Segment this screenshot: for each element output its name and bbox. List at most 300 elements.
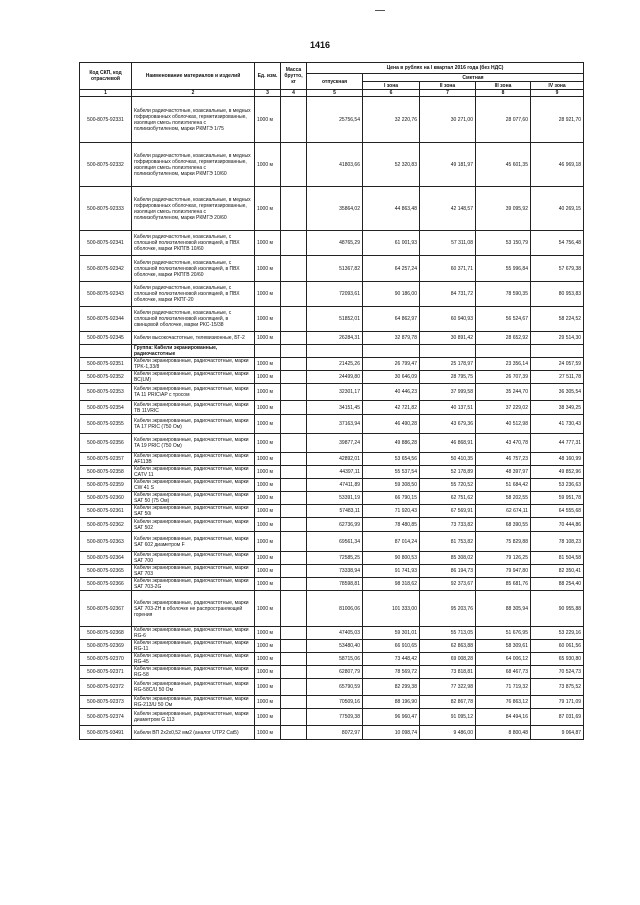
row-release-price: 24499,80 [307,371,363,384]
row-release-price: 39877,24 [307,434,363,453]
row-release-price: 70509,16 [307,696,363,709]
table-row [80,726,584,740]
row-mass [281,143,307,187]
row-mass [281,453,307,466]
row-code: 500-8075-92352 [80,371,132,384]
row-zone-3-price: 68 467,73 [476,666,531,679]
row-release-price: 57483,11 [307,505,363,518]
row-mass [281,97,307,143]
row-name: Кабели экранированные, радиочастотные, марки ВС(LM) [132,371,255,384]
col-number: 4 [281,90,307,97]
row-mass [281,591,307,627]
table-row [80,591,584,627]
table-row [80,532,584,552]
row-zone-3-price: 55 996,84 [476,256,531,282]
row-zone-2-price: 62 751,62 [420,492,476,505]
table-row [80,231,584,256]
row-zone-2-price: 50 410,35 [420,453,476,466]
row-zone-4-price: 81 504,58 [531,552,584,565]
row-zone-1-price: 88 196,90 [363,696,420,709]
row-unit: 1000 м [255,726,281,740]
row-zone-4-price: 65 930,80 [531,653,584,666]
row-unit: 1000 м [255,679,281,696]
row-release-price: 51852,01 [307,307,363,332]
row-zone-2-price: 55 720,52 [420,479,476,492]
row-release-price: 25756,54 [307,97,363,143]
row-code: 500-8075-92332 [80,143,132,187]
row-zone-2-price: 28 795,75 [420,371,476,384]
row-zone-4-price: 38 349,25 [531,401,584,415]
table-row [80,384,584,401]
row-zone-1-price: 49 886,28 [363,434,420,453]
row-mass [281,345,307,358]
row-release-price: 78598,81 [307,578,363,591]
row-name: Группа: Кабели экранированные, радиочастотные [132,345,255,358]
row-zone-1-price: 52 320,83 [363,143,420,187]
row-code: 500-8075-92342 [80,256,132,282]
row-unit: 1000 м [255,479,281,492]
row-zone-2-price: 25 178,97 [420,358,476,371]
row-unit: 1000 м [255,565,281,578]
table-row [80,709,584,726]
row-zone-4-price: 49 852,96 [531,466,584,479]
row-mass [281,532,307,552]
row-unit: 1000 м [255,505,281,518]
header-zone-3: III зона [476,82,531,90]
row-zone-2-price: 42 148,57 [420,187,476,231]
table-row [80,578,584,591]
row-release-price: 62736,99 [307,518,363,532]
row-zone-2-price: 62 863,88 [420,640,476,653]
row-name: Кабели радиочастотные, коаксиальные, с сплошной полиэтиленовой изоляцией, в ПВХ оболочке, марки РКПГВ 20/60 [132,256,255,282]
row-code: 500-8075-92368 [80,627,132,640]
table-row [80,282,584,307]
col-number: 2 [132,90,255,97]
row-code: 500-8075-93491 [80,726,132,740]
row-zone-1-price: 66 910,65 [363,640,420,653]
row-zone-1-price: 46 490,28 [363,415,420,434]
row-zone-4-price: 70 444,86 [531,518,584,532]
header-zone-1: I зона [363,82,420,90]
row-zone-2-price: 81 753,82 [420,532,476,552]
row-unit: 1000 м [255,256,281,282]
row-name: Кабели радиочастотные, коаксиальные, с сплошной полиэтиленовой изоляцией, в свинцовой оболочке, марки РКС-15/38 [132,307,255,332]
row-mass [281,653,307,666]
row-zone-3-price: 51 684,42 [476,479,531,492]
row-zone-4-price: 79 171,09 [531,696,584,709]
row-zone-1-price: 78 480,85 [363,518,420,532]
row-zone-4-price: 29 514,30 [531,332,584,345]
row-zone-2-price: 40 137,51 [420,401,476,415]
row-mass [281,332,307,345]
row-unit: 1000 м [255,578,281,591]
row-name: Кабели высокочастотные, телевизионные, БТ-2 [132,332,255,345]
row-name: Кабели экранированные, радиочастотные, марки RG-213/U 50 Ом [132,696,255,709]
row-code: 500-8075-92367 [80,591,132,627]
row-zone-4-price: 41 730,43 [531,415,584,434]
table-row [80,187,584,231]
table-row [80,653,584,666]
row-release-price: 8072,97 [307,726,363,740]
row-zone-3-price: 88 305,94 [476,591,531,627]
row-zone-3-price: 51 676,95 [476,627,531,640]
row-release-price: 53391,19 [307,492,363,505]
row-zone-2-price: 9 486,00 [420,726,476,740]
table-row [80,696,584,709]
row-zone-1-price: 90 800,53 [363,552,420,565]
row-zone-2-price: 49 181,97 [420,143,476,187]
row-code: 500-8075-92351 [80,358,132,371]
row-zone-3-price: 64 006,12 [476,653,531,666]
row-unit: 1000 м [255,518,281,532]
row-mass [281,679,307,696]
row-zone-1-price: 53 654,56 [363,453,420,466]
row-release-price: 72093,61 [307,282,363,307]
row-zone-4-price [531,345,584,358]
table-row [80,565,584,578]
row-zone-4-price: 27 511,78 [531,371,584,384]
row-zone-1-price: 66 790,15 [363,492,420,505]
row-name: Кабели экранированные, радиочастотные, марки CATV 11 [132,466,255,479]
row-release-price: 48765,29 [307,231,363,256]
row-unit: 1000 м [255,627,281,640]
row-unit: 1000 м [255,358,281,371]
row-mass [281,726,307,740]
row-code: 500-8075-92341 [80,231,132,256]
row-code: 500-8075-92360 [80,492,132,505]
table-row [80,492,584,505]
row-zone-4-price: 78 108,23 [531,532,584,552]
row-zone-1-price: 32 220,76 [363,97,420,143]
row-release-price: 41803,66 [307,143,363,187]
row-code: 500-8075-92372 [80,679,132,696]
header-zone-2: II зона [420,82,476,90]
column-numbers-row [80,90,584,97]
row-zone-2-price: 52 178,89 [420,466,476,479]
row-zone-1-price: 82 299,38 [363,679,420,696]
row-zone-1-price: 71 920,43 [363,505,420,518]
row-name: Кабели экранированные, радиочастотные, марки SAT 602 диаметром F [132,532,255,552]
row-name: Кабели экранированные, радиочастотные, марки диаметром G 113 [132,709,255,726]
row-mass [281,479,307,492]
row-release-price: 37163,94 [307,415,363,434]
row-zone-4-price: 46 969,18 [531,143,584,187]
table-row [80,505,584,518]
row-zone-3-price: 43 470,78 [476,434,531,453]
row-mass [281,505,307,518]
row-zone-1-price: 40 446,23 [363,384,420,401]
row-release-price: 47405,03 [307,627,363,640]
row-code: 500-8075-92355 [80,415,132,434]
row-name: Кабели экранированные, радиочастотные, марки TB 11VRIC [132,401,255,415]
row-zone-3-price: 28 077,60 [476,97,531,143]
row-zone-4-price: 70 524,73 [531,666,584,679]
row-release-price: 26284,31 [307,332,363,345]
row-zone-4-price: 59 951,78 [531,492,584,505]
row-unit: 1000 м [255,307,281,332]
table-row [80,679,584,696]
row-zone-4-price: 58 224,52 [531,307,584,332]
row-zone-3-price: 71 719,32 [476,679,531,696]
row-unit: 1000 м [255,640,281,653]
row-zone-3-price: 48 397,97 [476,466,531,479]
row-zone-2-price: 73 818,81 [420,666,476,679]
row-code: 500-8075-92371 [80,666,132,679]
row-zone-2-price: 84 731,72 [420,282,476,307]
row-name: Кабели экранированные, радиочастотные, марки RG-58C/U 50 Ом [132,679,255,696]
row-zone-4-price: 40 269,15 [531,187,584,231]
row-zone-3-price: 75 829,88 [476,532,531,552]
row-zone-3-price: 58 309,61 [476,640,531,653]
row-zone-3-price: 45 601,35 [476,143,531,187]
row-unit: 1000 м [255,709,281,726]
row-zone-1-price: 90 186,00 [363,282,420,307]
row-unit: 1000 м [255,401,281,415]
row-zone-3-price: 39 095,92 [476,187,531,231]
row-name: Кабели экранированные, радиочастотные, марки TA 17 PRIC (750 Ом) [132,415,255,434]
table-row [80,552,584,565]
row-release-price: 35864,02 [307,187,363,231]
row-release-price: 81006,06 [307,591,363,627]
row-release-price: 47411,89 [307,479,363,492]
row-zone-3-price: 62 674,11 [476,505,531,518]
row-name: Кабели экранированные, радиочастотные, марки CW 41 S [132,479,255,492]
table-row [80,358,584,371]
row-zone-4-price: 54 756,48 [531,231,584,256]
row-release-price: 77509,38 [307,709,363,726]
table-row [80,518,584,532]
row-unit: 1000 м [255,666,281,679]
header-estimate: Сметная [363,74,584,82]
row-zone-2-price: 37 999,58 [420,384,476,401]
row-mass [281,187,307,231]
row-zone-1-price: 73 448,42 [363,653,420,666]
row-zone-2-price: 77 322,98 [420,679,476,696]
row-release-price: 72585,25 [307,552,363,565]
row-mass [281,358,307,371]
table-row [80,453,584,466]
row-code: 500-8075-92331 [80,97,132,143]
row-zone-3-price: 56 524,67 [476,307,531,332]
row-zone-4-price: 36 305,54 [531,384,584,401]
row-mass [281,307,307,332]
col-number: 9 [531,90,584,97]
row-zone-2-price: 30 271,00 [420,97,476,143]
row-zone-1-price: 91 741,93 [363,565,420,578]
row-zone-2-price: 86 194,73 [420,565,476,578]
table-row [80,627,584,640]
row-zone-2-price: 30 891,42 [420,332,476,345]
row-mass [281,434,307,453]
header-zone-4: IV зона [531,82,584,90]
row-unit: 1000 м [255,97,281,143]
row-name: Кабели экранированные, радиочастотные, марки TA 11 PRIC\AP с тросом [132,384,255,401]
row-mass [281,256,307,282]
row-zone-2-price: 55 713,05 [420,627,476,640]
row-zone-3-price: 26 707,39 [476,371,531,384]
row-zone-3-price: 37 229,02 [476,401,531,415]
row-unit: 1000 м [255,143,281,187]
row-unit [255,345,281,358]
table-row [80,640,584,653]
row-release-price [307,345,363,358]
row-code: 500-8075-92353 [80,384,132,401]
row-zone-2-price: 95 203,76 [420,591,476,627]
row-unit: 1000 м [255,415,281,434]
row-code: 500-8075-92363 [80,532,132,552]
row-zone-2-price: 57 311,08 [420,231,476,256]
row-code: 500-8075-92343 [80,282,132,307]
row-unit: 1000 м [255,282,281,307]
row-zone-3-price: 28 652,92 [476,332,531,345]
row-release-price: 44397,11 [307,466,363,479]
scan-mark [375,10,385,11]
row-mass [281,415,307,434]
row-zone-4-price: 24 057,59 [531,358,584,371]
row-mass [281,552,307,565]
row-unit: 1000 м [255,552,281,565]
row-zone-4-price: 44 777,31 [531,434,584,453]
page-number: 1416 [309,40,331,50]
row-code: 500-8075-92356 [80,434,132,453]
col-number: 5 [307,90,363,97]
row-zone-2-price: 46 868,91 [420,434,476,453]
row-zone-4-price: 90 955,88 [531,591,584,627]
header-name: Наименование материалов и изделий [132,63,255,90]
row-mass [281,384,307,401]
row-release-price: 58715,06 [307,653,363,666]
row-zone-4-price: 80 953,83 [531,282,584,307]
row-mass [281,231,307,256]
row-name: Кабели экранированные, радиочастотные, марки AF113B [132,453,255,466]
row-zone-1-price: 10 098,74 [363,726,420,740]
row-name: Кабели радиочастотные, коаксиальные, в медных гофрированных оболочках, герметизированные, изоляция смесь полиэтилена с полиизобутиленом, марки РКМГЭ 20/60 [132,187,255,231]
row-zone-3-price: 84 494,16 [476,709,531,726]
row-mass [281,709,307,726]
row-zone-2-price: 60 940,93 [420,307,476,332]
row-name: Кабели экранированные, радиочастотные, марки SAT 50i [132,505,255,518]
row-mass [281,627,307,640]
price-table [79,62,584,740]
row-zone-4-price: 9 064,87 [531,726,584,740]
row-zone-2-price: 85 308,02 [420,552,476,565]
row-release-price: 73338,94 [307,565,363,578]
row-code: 500-8075-92344 [80,307,132,332]
col-number: 3 [255,90,281,97]
row-release-price: 69561,34 [307,532,363,552]
row-zone-4-price: 48 160,99 [531,453,584,466]
row-unit: 1000 м [255,332,281,345]
row-zone-1-price: 32 879,78 [363,332,420,345]
row-release-price: 21425,26 [307,358,363,371]
row-code: 500-8075-92358 [80,466,132,479]
row-zone-3-price: 68 390,55 [476,518,531,532]
col-number: 1 [80,90,132,97]
row-unit: 1000 м [255,591,281,627]
row-zone-3-price [476,345,531,358]
row-mass [281,666,307,679]
row-zone-1-price [363,345,420,358]
row-name: Кабели радиочастотные, коаксиальные, в медных гофрированных оболочках, герметизированные, изоляция смесь полиэтилена с полиизобутиленом, марки РКМГЭ 10/60 [132,143,255,187]
row-zone-1-price: 59 308,50 [363,479,420,492]
row-mass [281,282,307,307]
col-number: 7 [420,90,476,97]
row-zone-3-price: 76 863,12 [476,696,531,709]
row-zone-1-price: 26 799,47 [363,358,420,371]
row-name: Кабели экранированные, радиочастотные, марки SAT 703-ZH в оболочке не распространяющей горения [132,591,255,627]
row-zone-4-price: 57 679,38 [531,256,584,282]
row-release-price: 34151,45 [307,401,363,415]
group-row [80,345,584,358]
row-code: 500-8075-92359 [80,479,132,492]
row-zone-1-price: 98 318,62 [363,578,420,591]
row-unit: 1000 м [255,653,281,666]
row-zone-1-price: 44 863,48 [363,187,420,231]
row-name: Кабели ВП 2х2х0,52 мм2 (аналог UTP2 Cat5) [132,726,255,740]
table-row [80,666,584,679]
row-zone-3-price: 79 947,80 [476,565,531,578]
row-name: Кабели экранированные, радиочастотные, марки RG-6 [132,627,255,640]
row-name: Кабели экранированные, радиочастотные, марки SAT 703 [132,565,255,578]
row-zone-4-price: 53 236,63 [531,479,584,492]
row-zone-4-price: 87 031,69 [531,709,584,726]
row-zone-1-price: 59 301,01 [363,627,420,640]
row-zone-2-price: 92 373,67 [420,578,476,591]
row-name: Кабели экранированные, радиочастотные, марки TA 19 PRIC (750 Ом) [132,434,255,453]
row-zone-3-price: 53 150,79 [476,231,531,256]
row-release-price: 32301,17 [307,384,363,401]
row-release-price: 51367,82 [307,256,363,282]
row-zone-3-price: 35 244,70 [476,384,531,401]
row-zone-3-price: 58 202,55 [476,492,531,505]
row-zone-4-price: 82 350,41 [531,565,584,578]
row-zone-3-price: 8 800,48 [476,726,531,740]
row-name: Кабели экранированные, радиочастотные, марки SAT 700 [132,552,255,565]
row-code: 500-8075-92362 [80,518,132,532]
row-mass [281,696,307,709]
row-unit: 1000 м [255,532,281,552]
row-zone-4-price: 28 921,70 [531,97,584,143]
row-zone-3-price: 85 681,76 [476,578,531,591]
row-zone-2-price [420,345,476,358]
table-row [80,401,584,415]
row-zone-1-price: 55 537,54 [363,466,420,479]
row-zone-1-price: 64 862,97 [363,307,420,332]
row-zone-1-price: 101 333,00 [363,591,420,627]
row-mass [281,578,307,591]
row-code: 500-8075-92354 [80,401,132,415]
row-name: Кабели экранированные, радиочастотные, марки RG-45 [132,653,255,666]
table-row [80,371,584,384]
table-row [80,256,584,282]
row-zone-2-price: 67 569,91 [420,505,476,518]
row-unit: 1000 м [255,231,281,256]
row-name: Кабели экранированные, радиочастотные, марки SAT 50 (75 Ом) [132,492,255,505]
row-zone-3-price: 78 590,35 [476,282,531,307]
table-row [80,479,584,492]
header-unit: Ед. изм. [255,63,281,90]
row-code: 500-8075-92366 [80,578,132,591]
table-row [80,143,584,187]
row-name: Кабели экранированные, радиочастотные, марки SAT 703-2G [132,578,255,591]
row-zone-1-price: 30 646,09 [363,371,420,384]
row-release-price: 65790,59 [307,679,363,696]
row-code: 500-8075-92345 [80,332,132,345]
table-row [80,332,584,345]
row-mass [281,492,307,505]
row-code: 500-8075-92370 [80,653,132,666]
row-name: Кабели экранированные, радиочастотные, марки RG-11 [132,640,255,653]
